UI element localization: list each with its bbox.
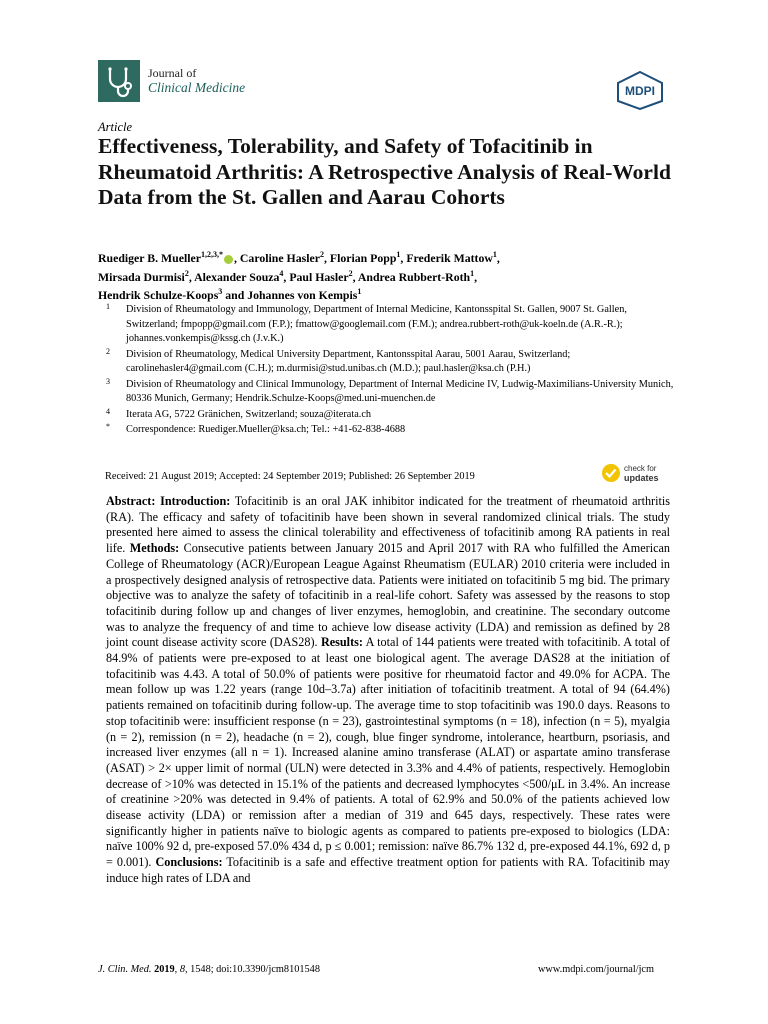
affiliations xyxy=(98,303,678,439)
author-name: Paul Hasler xyxy=(289,269,349,284)
author-name: Johannes von Kempis xyxy=(247,288,358,302)
affiliation-item xyxy=(98,408,678,423)
check-for-updates-badge[interactable] xyxy=(600,460,670,486)
author-affiliation-sup: 3 xyxy=(218,287,223,296)
journal-of-label: Journal of xyxy=(148,66,197,80)
affiliation-item xyxy=(98,423,678,438)
footer-doi: , 1548; doi:10.3390/jcm8101548 xyxy=(184,964,320,975)
affiliation-number: * xyxy=(106,422,110,431)
author-affiliation-sup: 4 xyxy=(279,268,284,278)
article-type: Article xyxy=(98,120,133,134)
author-list: Ruediger B. Mueller$^{1,2,3,*}$ , Caroline Hasler$^2$, Florian Popp$^1$, Frederik Mattow$^1$, Mirsada Durmisi$^2$, Alexander Souza$^4$, Paul Hasler$^2$, Andrea Rubbert-Roth$^1$, Hendrik Schulze-Koops$^3$ and Johannes von Kempis$^1$ xyxy=(98,250,500,302)
author-name: Andrea Rubbert-Roth xyxy=(357,269,471,284)
abstract-results-label: Results: xyxy=(320,635,363,650)
check-updates-line1: check for xyxy=(624,464,657,473)
affiliation-number: 1 xyxy=(106,302,110,311)
affiliation-item xyxy=(98,378,678,407)
affiliation-item xyxy=(98,348,678,377)
author-affiliation-sup: 2 xyxy=(319,250,324,259)
abstract-results: A total of 144 patients were treated with tofacitinib. A total of 84.9% of patients were pre-exposed to at least one biological agent. The average DAS28 at the initiation of tofacitinib was 4.43. A total of 50.0% of patients were positive for rheumatoid factor and 49.0% for ACPA. The mean follow up was 1.22 years (range 10d–3.7a) after initiation of tofacitinib treatment. A total of 94 (64.4%) patients remained on tofacitinib during follow-up. The average time to stop tofacitinib was 190.0 days. Reasons to stop tofacitinib were: insufficient response (n = 23), gastrointestinal symptoms (n = 18), infection (n = 5), myalgia (n = 2), remission (n = 2), headache (n = 2), cough, blue finger syndrome, intolerance, heartburn, psoriasis, and increased liver enzymes (all n = 1). Increased alanine amino transferase (ALAT) or aspartate amino transferase (ASAT) > 2× upper limit of normal (ULN) were detected in 3.3% and 4.4% of patients, respectively. Hemoglobin decrease of >10% was detected in 15.1% of the patients and decreased lymphocytes <500/μL in 3.4%. An increase of creatinine >20% was detected in 9.4% of patients. A total of 62.9% and 50.0% of the patients achieved low disease activity (LDA) or remission after a median of 319 and 645 days, respectively. These rates were significantly higher in patients naïve to biologic agents as compared to patients pre-exposed to biologics (LDA: naïve 100% 92 d, pre-exposed 57.0% 434 d, p ≤ 0.001; remission: naïve 86.7% 132 d, pre-exposed 44.1%, 692 d, p = 0.001). xyxy=(106,635,670,870)
check-updates-line2: updates xyxy=(624,473,659,483)
publication-dates: Received: 21 August 2019; Accepted: 24 September 2019; Published: 26 September 2019 xyxy=(105,471,475,482)
author-affiliation-sup: 2 xyxy=(184,268,189,278)
affiliation-text: Division of Rheumatology and Immunology, Department of Internal Medicine, Kantonsspital St. Gallen, 9007 St. Gallen, Switzerland; fmpopp@gmail.com (F.P.); fmattow@googlemail.com (F.M.); andrea.rubbert-roth@uk-koeln.de (A.R.-R.); johannes.vonkempis@kssg.ch (J.v.K.) xyxy=(126,304,627,344)
affiliation-item xyxy=(98,303,678,347)
affiliation-number: 3 xyxy=(106,376,110,386)
author-affiliation-sup: 1 xyxy=(470,268,475,278)
affiliation-text: Correspondence: Ruediger.Mueller@ksa.ch; Tel.: +41-62-838-4688 xyxy=(126,424,406,435)
abstract-conclusions: Tofacitinib is a safe and effective treatment option for patients with RA. Tofacitinib may induce high rates of LDA and xyxy=(106,855,671,885)
orcid-icon[interactable] xyxy=(224,255,233,264)
affiliation-text: Division of Rheumatology, Medical University Department, Kantonsspital Aarau, 5001 Aarau, Switzerland; carolinehasler4@gmail.com (C.H.); m.durmisi@stud.unibas.ch (M.D.); paul.hasler@ksa.ch (P.H.) xyxy=(126,348,571,374)
author-name: Caroline Hasler xyxy=(239,251,320,265)
author-name: Florian Popp xyxy=(329,251,397,265)
author-name: Alexander Souza xyxy=(194,269,280,284)
footer-journal-abbrev: J. Clin. Med. xyxy=(98,964,152,975)
abstract xyxy=(106,494,670,887)
affiliation-number: 4 xyxy=(106,406,110,416)
abstract-heading: Abstract: xyxy=(106,494,156,508)
footer-volume: 8 xyxy=(179,964,185,975)
affiliation-text: Division of Rheumatology and Clinical Immunology, Department of Internal Medicine IV, Ludwig-Maximilians-University Munich, 80336 Munich, Germany; Hendrik.Schulze-Koops@med.uni-muenchen.de xyxy=(126,378,674,404)
footer-year: 2019 xyxy=(154,964,175,975)
affiliation-text: Iterata AG, 5722 Gränichen, Switzerland; souza@iterata.ch xyxy=(126,408,372,420)
author-name: Ruediger B. Mueller xyxy=(98,251,201,265)
mdpi-logo[interactable] xyxy=(612,70,668,110)
abstract-methods: Consecutive patients between January 2015 and April 2017 with RA who fulfilled the American College of Rheumatology (ACR)/European League Against Rheumatism (EULAR) 2010 criteria were included in a prospectively designed analysis of retrospective data. Patients were initiated on tofacitinib 5 mg bid. The primary objective was to analyze the safety of tofacitinib in a real-life cohort. Safety was assessed by the reasons to stop tofacitinib during follow up and changes of liver enzymes, hemoglobin, and creatinine. The secondary outcome was to analyze the frequency of and time to achieve low disease activity (LDA) and remission as defined by 28 joint count disease activity score (DAS28). xyxy=(106,541,670,650)
abstract-intro-label: Introduction: xyxy=(160,494,231,508)
author-name: Mirsada Durmisi xyxy=(98,269,185,284)
author-affiliation-sup: 1 xyxy=(357,287,362,296)
article-title: Effectiveness, Tolerability, and Safety of Tofacitinib in Rheumatoid Arthritis: A Retrospective Analysis of Real-World Data from the St. Gallen and Aarau Cohorts xyxy=(98,134,671,209)
mdpi-logo-text: MDPI xyxy=(625,84,655,98)
abstract-intro: Tofacitinib is an oral JAK inhibitor indicated for the treatment of rheumatoid arthritis (RA). The efficacy and safety of tofacitinib have been shown in several randomized clinical trials. The study presented here aimed to assess the clinical tolerability and effectiveness of tofacitinib among RA patients in real life. xyxy=(106,494,671,556)
affiliation-number: 2 xyxy=(106,346,110,356)
author-affiliation-sup: 1 xyxy=(396,250,401,259)
abstract-methods-label: Methods: xyxy=(129,541,180,556)
author-name: Hendrik Schulze-Koops xyxy=(98,288,219,302)
author-affiliation-sup: 2 xyxy=(348,268,353,278)
journal-name: Clinical Medicine xyxy=(148,80,246,95)
author-name: Frederik Mattow xyxy=(406,251,493,265)
footer-citation: J. Clin. Med. 2019, 8, 1548; doi:10.3390/jcm8101548 xyxy=(98,964,320,975)
author-affiliation-sup: 1,2,3,* xyxy=(201,250,223,259)
journal-logo-stethoscope-icon xyxy=(98,60,140,102)
footer-journal-url[interactable]: www.mdpi.com/journal/jcm xyxy=(538,964,655,975)
abstract-conclusions-label: Conclusions: xyxy=(155,855,223,870)
author-affiliation-sup: 1 xyxy=(492,250,497,259)
